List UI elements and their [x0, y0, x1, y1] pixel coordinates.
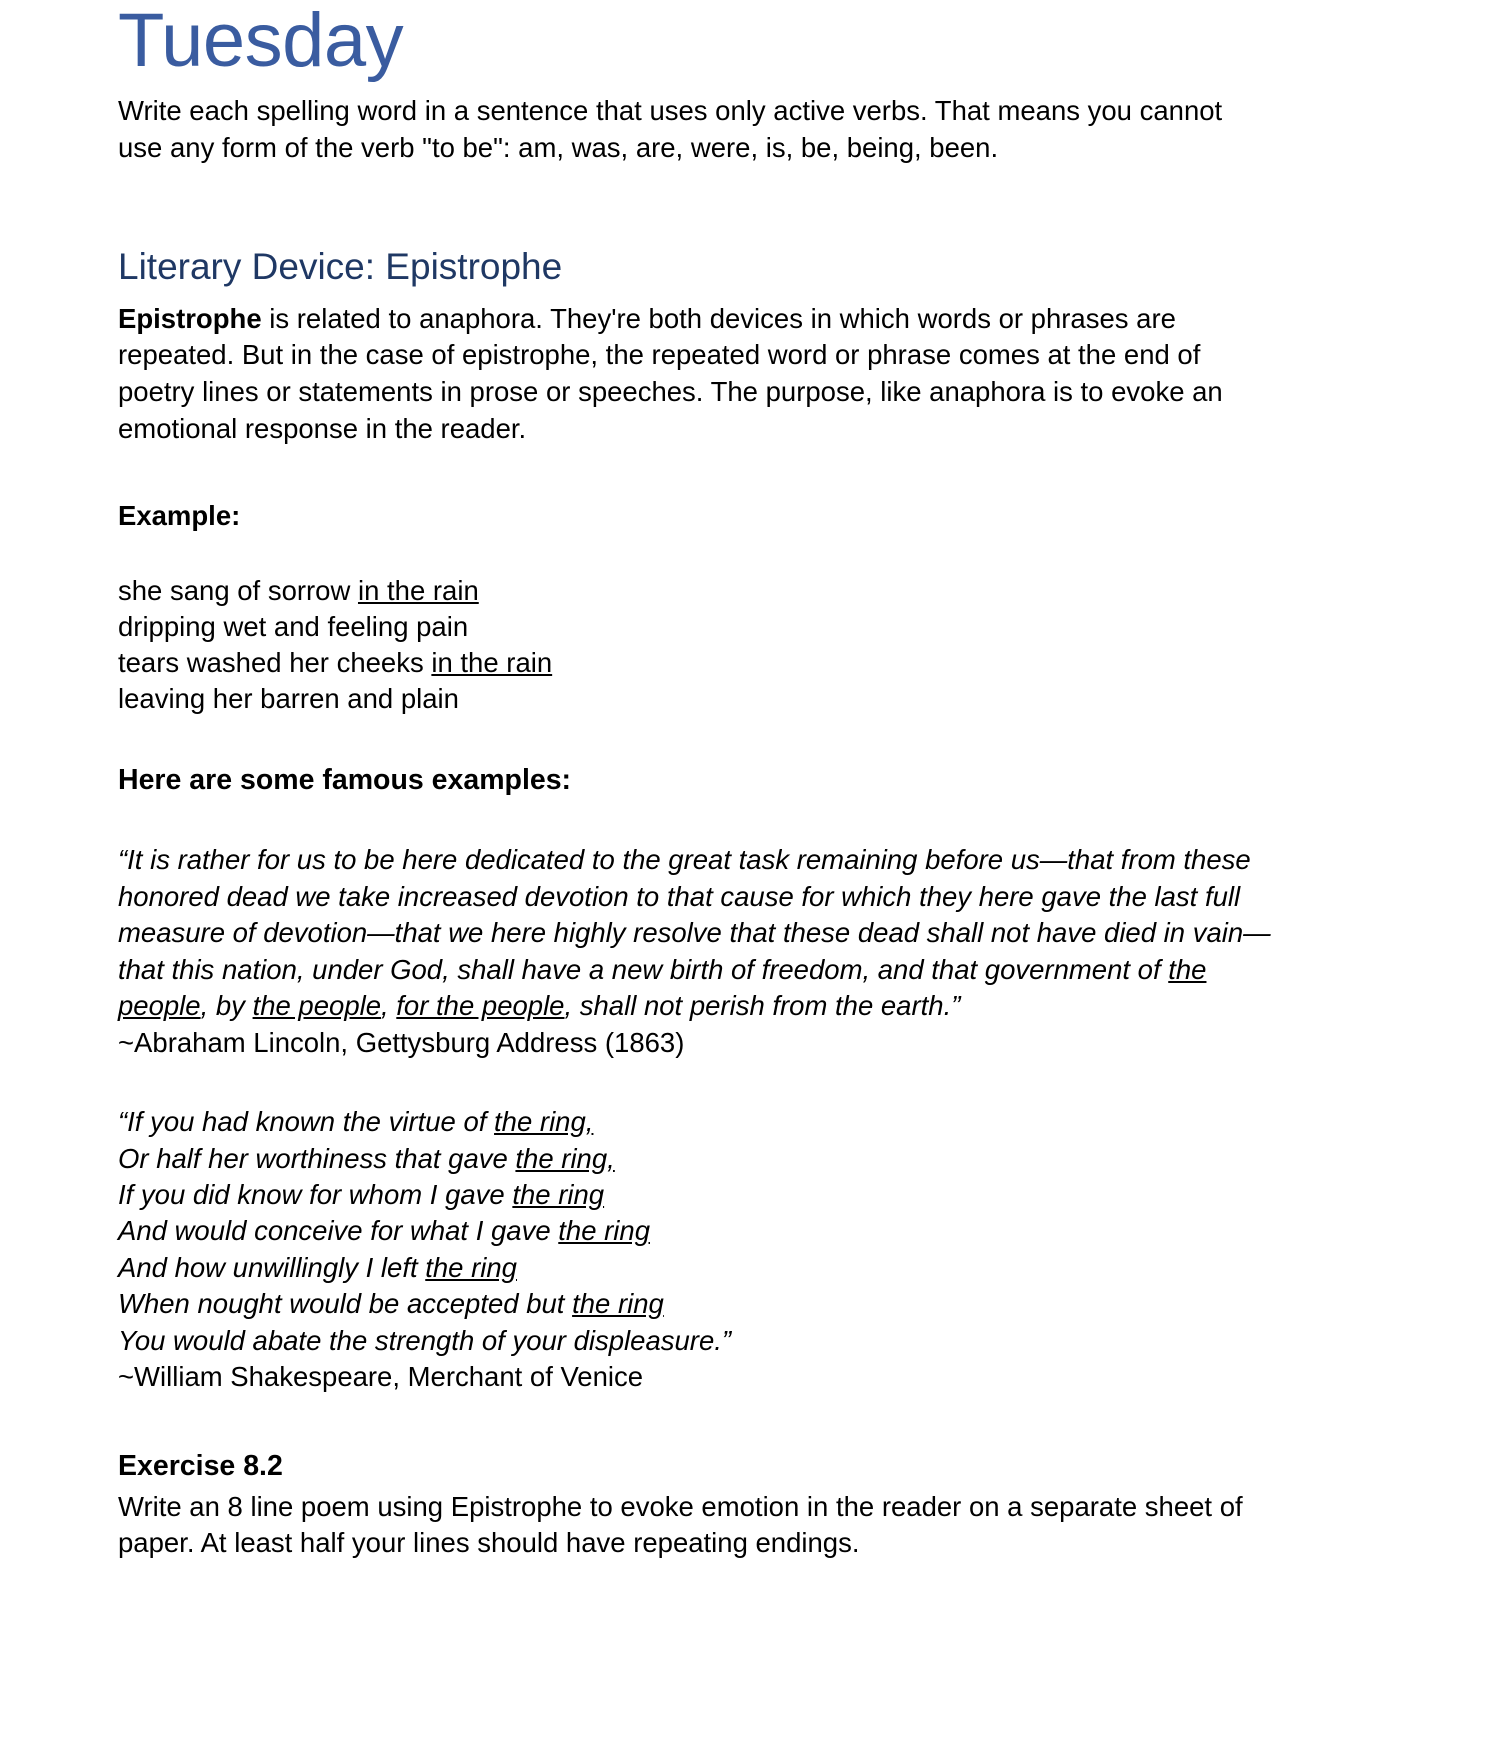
quote-line-underlined: the ring	[512, 1178, 605, 1210]
exercise-heading: Exercise 8.2	[118, 1449, 283, 1482]
poem-line-text: she sang of sorrow	[118, 575, 358, 607]
poem-line	[118, 609, 1400, 645]
quote-line-text: If you did know for whom I gave	[118, 1178, 513, 1210]
quote-line-underlined: the ring,	[515, 1142, 615, 1174]
intro-instructions: Write each spelling word in a sentence that uses only active verbs. That means you cannot use any form of the verb "to be": am, was, are, were, is, be, being, been.	[118, 94, 1223, 164]
shakespeare-attribution: ~William Shakespeare, Merchant of Venice	[118, 1361, 644, 1393]
poem-line	[118, 645, 1400, 681]
lincoln-quote-part1: “It is rather for us to be here dedicated to the great task remaining before us—that from these honored dead we take increased devotion to that cause for which they here gave the last full measure of devotion—that we here highly resolve that these dead shall not have died in vain—that this nation, under God, shall have a new birth of freedom, and that government of	[118, 844, 1271, 985]
lincoln-quote-part3: ,	[381, 990, 397, 1022]
quote-line-underlined: the ring	[425, 1251, 517, 1283]
famous-examples-heading: Here are some famous examples:	[118, 764, 572, 797]
poem-line-underlined: in the rain	[431, 647, 553, 679]
poem-line-text: leaving her barren and plain	[118, 683, 459, 715]
lincoln-underline-1: the people	[118, 953, 1207, 1022]
quote-line-text: When nought would be accepted but	[118, 1288, 573, 1320]
poem-line	[118, 681, 1400, 717]
example-poem	[118, 533, 1400, 717]
page-title: Tuesday	[118, 0, 404, 83]
lincoln-underline-2: the people	[252, 990, 382, 1022]
poem-line-underlined: in the rain	[357, 575, 479, 607]
quote-line	[118, 1213, 1283, 1249]
quote-line-text: Or half her worthiness that gave	[118, 1142, 516, 1174]
quote-line-underlined: the ring,	[494, 1106, 594, 1138]
quote-line-text: “If you had known the virtue of	[118, 1106, 495, 1138]
quote-line	[118, 1250, 1283, 1286]
definition-text: is related to anaphora. They're both devices in which words or phrases are repeated. But in the case of epistrophe, the repeated word or phrase comes at the end of poetry lines or statements in prose or speeches. The purpose, like anaphora is to evoke an emotional response in the reader.	[118, 302, 1223, 444]
quote-line	[118, 1104, 1283, 1140]
quote-line-underlined: the ring	[558, 1215, 650, 1247]
bottom-spacer	[118, 1562, 1400, 1712]
lincoln-quote-part4: , shall not perish from the earth.”	[564, 990, 961, 1022]
definition-term: Epistrophe	[118, 302, 262, 334]
quote-line	[118, 1141, 1283, 1177]
poem-line-text: dripping wet and feeling pain	[118, 611, 469, 643]
quote-line-text: And how unwillingly I left	[118, 1251, 426, 1283]
lincoln-underline-3: for the people	[396, 990, 565, 1022]
shakespeare-quote-lines	[118, 1104, 1283, 1359]
quote-line-text: And would conceive for what I gave	[118, 1215, 559, 1247]
quote-line	[118, 1323, 1283, 1359]
poem-line	[118, 573, 1400, 609]
quote-line	[118, 1177, 1283, 1213]
lincoln-attribution: ~Abraham Lincoln, Gettysburg Address (1863)	[118, 1026, 685, 1058]
quote-line-text: You would abate the strength of your displeasure.”	[118, 1324, 732, 1356]
poem-line-text: tears washed her cheeks	[118, 647, 432, 679]
lincoln-quote-part2: , by	[200, 990, 253, 1022]
lincoln-quote-block	[118, 799, 1283, 1061]
literary-device-heading: Literary Device: Epistrophe	[118, 246, 563, 288]
example-heading: Example:	[118, 499, 241, 531]
shakespeare-quote-block	[118, 1061, 1283, 1396]
exercise-instructions: Write an 8 line poem using Epistrophe to evoke emotion in the reader on a separate sheet of paper. At least half your lines should have repeating endings.	[118, 1490, 1243, 1559]
quote-line-underlined: the ring	[572, 1288, 664, 1320]
lincoln-quote-text	[118, 844, 1271, 1021]
quote-line	[118, 1286, 1283, 1322]
epistrophe-definition	[118, 301, 1228, 448]
